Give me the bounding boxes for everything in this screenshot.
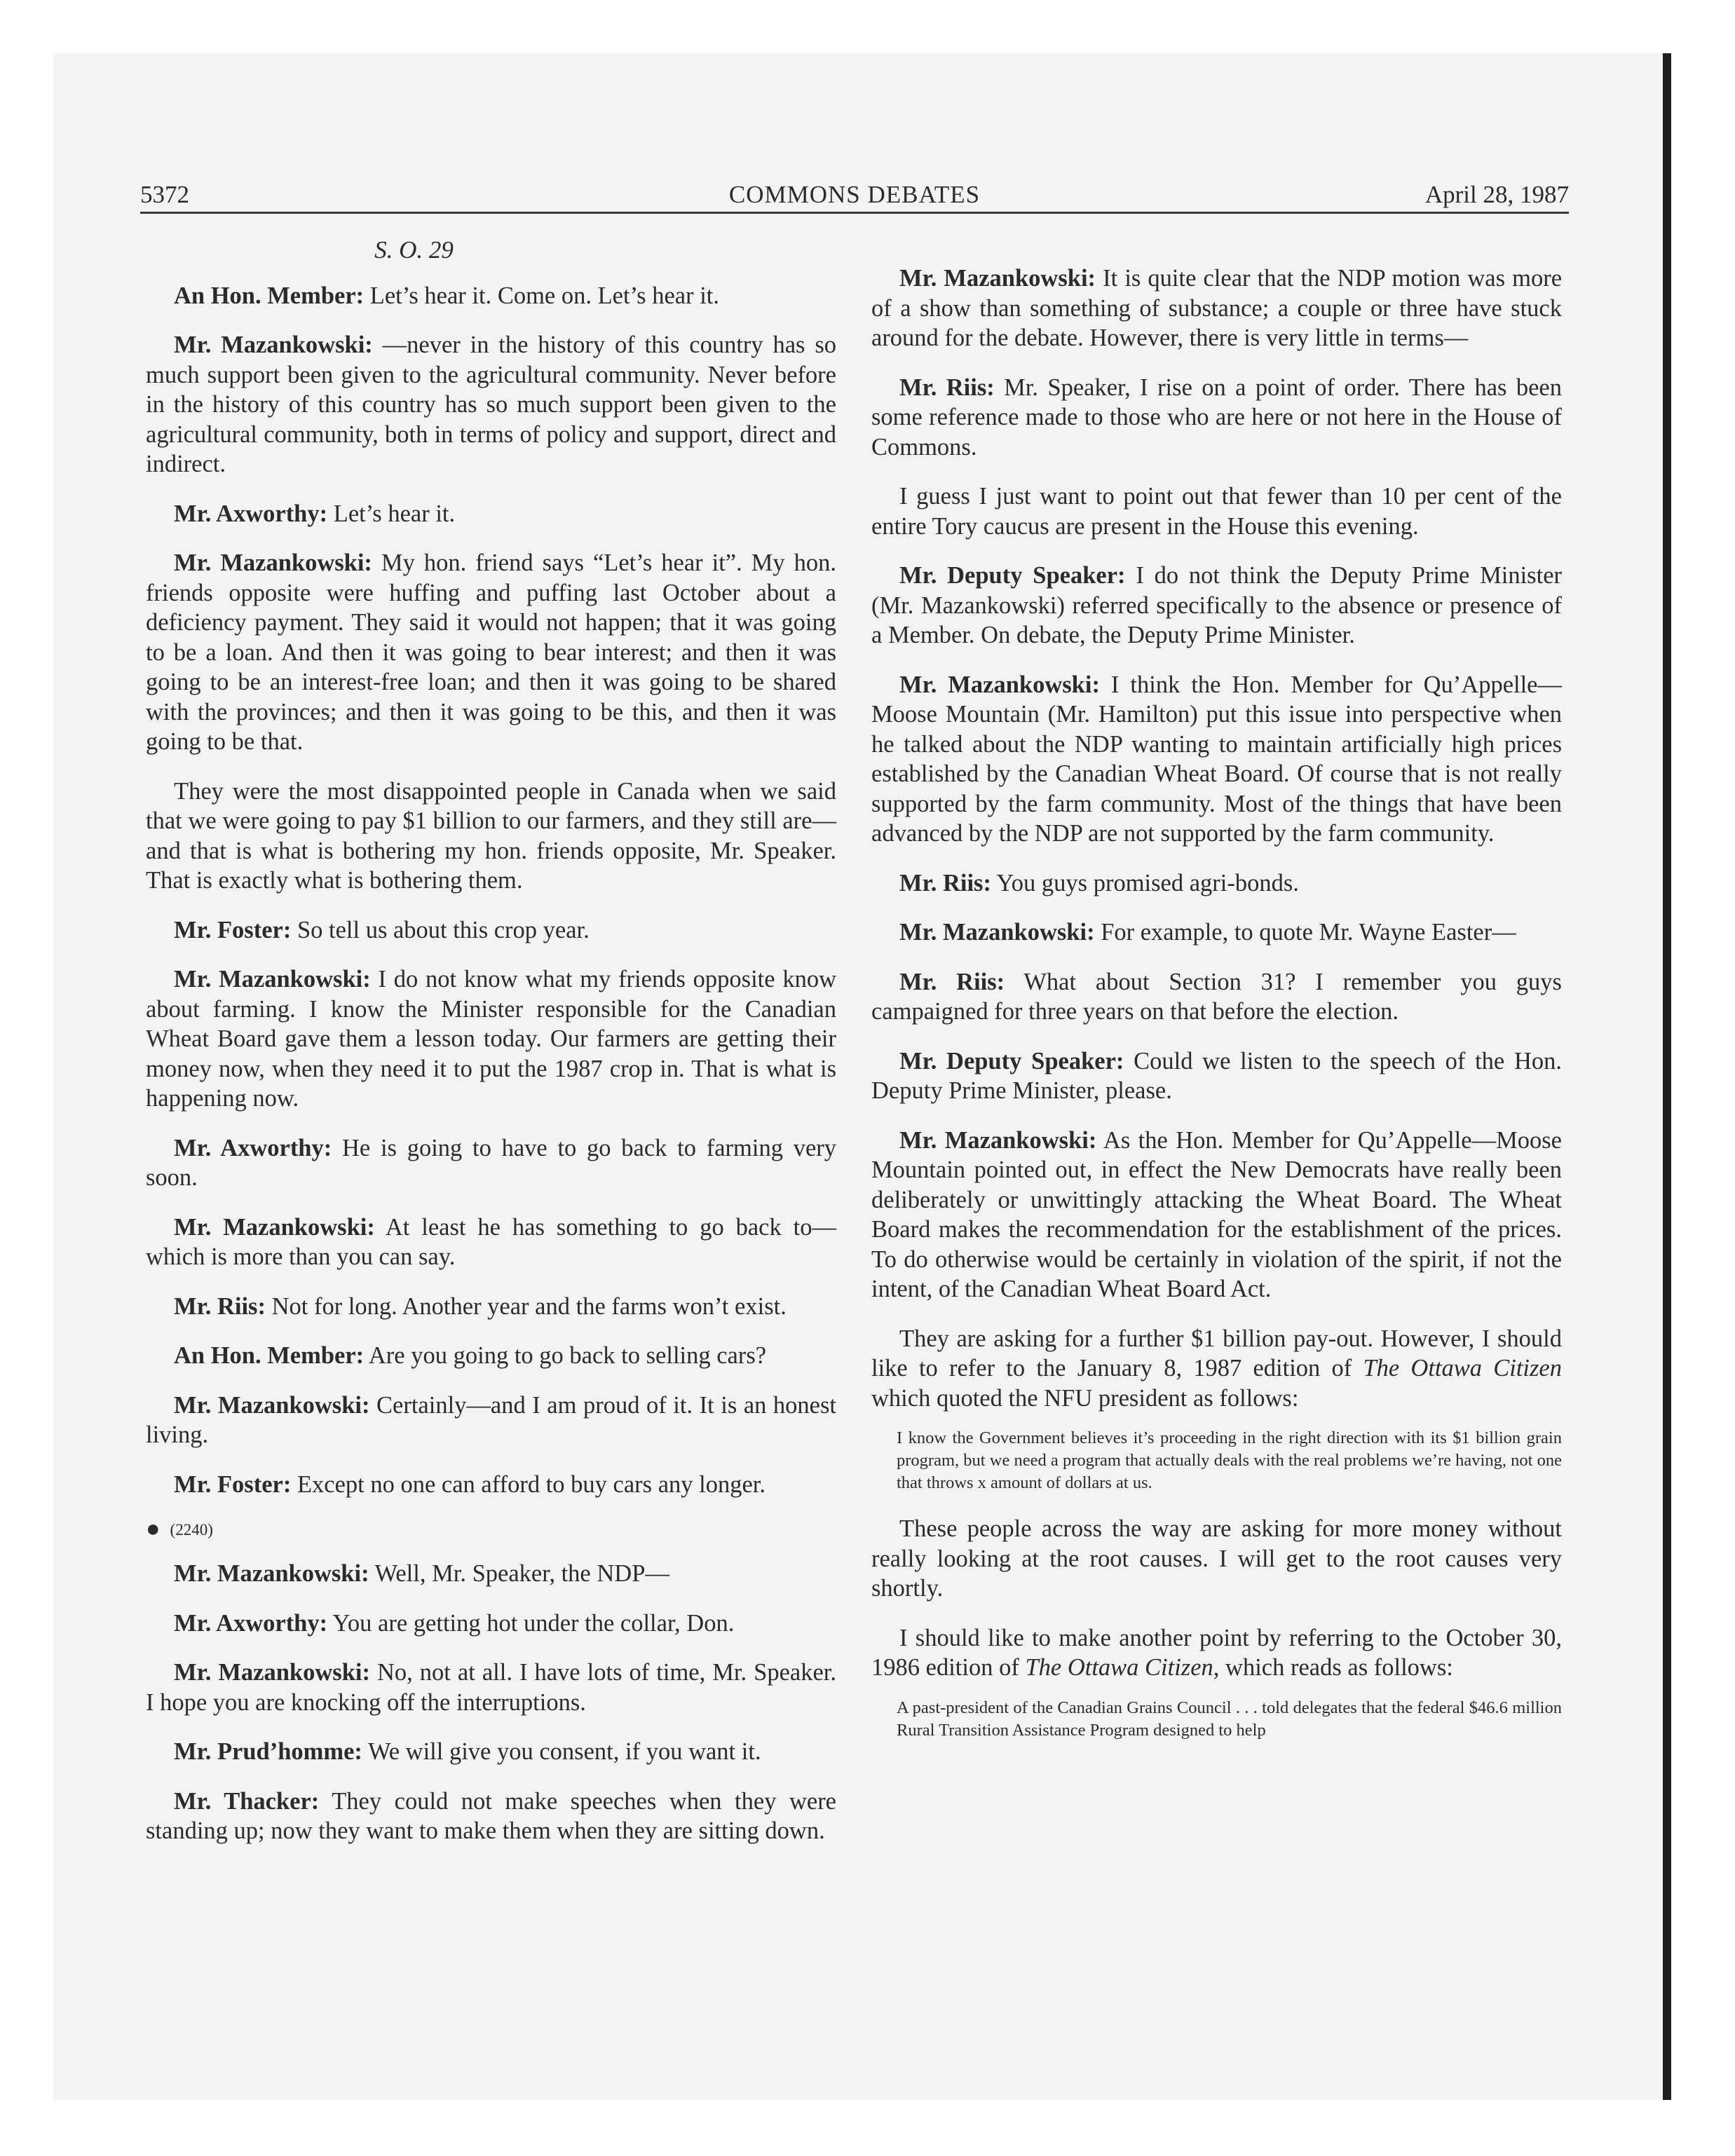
speaker-name: Mr. Mazankowski: [899, 671, 1100, 698]
speech-text: It is quite clear that the NDP motion was more of a show than something of substance; a couple or three have stuck around for the debate. However, there is very little in terms— [871, 265, 1563, 351]
speech-paragraph [146, 281, 836, 311]
speech-text: As the Hon. Member for Qu’Appelle—Moose Mountain pointed out, in effect the New Democrats have really been deliberately or unwittingly attacking the Wheat Board. The Wheat Board makes the recommendation for the establishment of the prices. To do otherwise would be certainly in violation of the spirit, if not the intent, of the Canadian Wheat Board Act. [871, 1126, 1562, 1302]
speaker-name: Mr. Axworthy: [174, 1134, 332, 1161]
speech-text: Are you going to go back to selling cars? [364, 1342, 767, 1369]
speech-text: So tell us about this crop year. [291, 916, 590, 943]
speech-text: —never in the history of this country has so much support been given to the agricultural community. Never before in the history of this country has so much support been given to the agricultural community, both in terms of policy and support, direct and indirect. [146, 332, 837, 477]
speech-text: For example, to quote Mr. Wayne Easter— [1094, 919, 1516, 946]
speech-text: Certainly—and I am proud of it. It is an honest living. [146, 1391, 837, 1448]
speaker-name: Mr. Mazankowski: [174, 550, 372, 576]
speaker-name: An Hon. Member: [174, 1342, 365, 1369]
speech-text: We will give you consent, if you want it. [362, 1738, 761, 1765]
speaker-name: Mr. Deputy Speaker: [899, 562, 1126, 589]
speech-paragraph [146, 1292, 836, 1322]
speech-text: You are getting hot under the collar, Don. [327, 1609, 735, 1637]
speaker-name: Mr. Axworthy: [174, 500, 328, 527]
speaker-name: Mr. Foster: [174, 1471, 292, 1498]
speech-text: Let’s hear it. Come on. Let’s hear it. [364, 282, 719, 309]
speech-text: I guess I just want to point out that fewer than 10 per cent of the entire Tory caucus are present in the House this evening. [871, 483, 1562, 540]
paragraph-root-causes: These people across the way are asking for more money without really looking at the root causes. I will get to the root causes very shortly. [871, 1515, 1562, 1602]
quote-text: A past-president of the Canadian Grains Council . . . told delegates that the federal $46.6 million Rural Transition Assistance Program designed to help [897, 1698, 1562, 1740]
speech-paragraph [871, 967, 1562, 1027]
right-column [871, 264, 1562, 1761]
speech-paragraph [146, 1609, 836, 1639]
speech-paragraph [146, 548, 836, 757]
left-column-paragraphs-continued [146, 1559, 836, 1846]
speaker-name: Mr. Riis: [899, 968, 1005, 995]
speaker-name: Mr. Riis: [174, 1292, 266, 1320]
speech-paragraph [146, 1658, 836, 1717]
speaker-name: Mr. Axworthy: [174, 1609, 328, 1637]
quote-text: I know the Government believes it’s proceeding in the right direction with its $1 billion grain program, but we need a program that actually deals with the real problems we’re having, not one that throws x amount of dollars at us. [897, 1428, 1562, 1492]
speaker-name: Mr. Mazankowski: [174, 1560, 369, 1587]
speech-text: Well, Mr. Speaker, the NDP— [369, 1560, 669, 1587]
paragraph-text: I should like to make another point by referring to the October 30, 1986 edition of [871, 1624, 1562, 1681]
speech-paragraph [146, 1391, 836, 1450]
right-column-paragraphs [871, 264, 1562, 1304]
speech-paragraph [871, 561, 1562, 650]
speech-paragraph [146, 1787, 836, 1846]
block-quote-grains-council [897, 1697, 1562, 1742]
running-header [140, 177, 1569, 214]
paragraph-text: They are asking for a further $1 billion pay-out. However, I should like to refer to the January 8, 1987 edition of [871, 1325, 1562, 1381]
speech-text: At least he has something to go back to—which is more than you can say. [146, 1213, 836, 1270]
speaker-name: Mr. Mazankowski: [899, 1126, 1097, 1154]
speech-paragraph [871, 373, 1562, 463]
speech-text: They were the most disappointed people in Canada when we said that we were going to pay $1 billion to our farmers, and they still are—and that is what is bothering my hon. friends opposite, Mr. Speaker. That is exactly what is bothering them. [146, 777, 836, 894]
speech-text: I do not know what my friends opposite know about farming. I know the Minister responsible for the Canadian Wheat Board gave them a lesson today. Our farmers are getting their money now, when they need it to put the 1987 crop in. That is what is happening now. [146, 966, 836, 1112]
speech-paragraph [871, 917, 1562, 948]
speech-text: No, not at all. I have lots of time, Mr. Speaker. I hope you are knocking off the interruptions. [146, 1659, 837, 1716]
newspaper-title: The Ottawa Citizen [1025, 1654, 1213, 1681]
speech-text: Mr. Speaker, I rise on a point of order. There has been some reference made to those who are here or not here in the House of Commons. [871, 374, 1562, 460]
speech-text: I think the Hon. Member for Qu’Appelle—Moose Mountain (Mr. Hamilton) put this issue into perspective when he talked about the NDP wanting to maintain artificially high prices established by the Canadian Wheat Board. Of course that is not really supported by the farm community. Most of the things that have been advanced by the NDP are not supported by the farm community. [871, 671, 1562, 847]
speech-text: What about Section 31? I remember you guys campaigned for three years on that before the election. [871, 968, 1562, 1025]
speech-text: My hon. friend says “Let’s hear it”. My hon. friends opposite were huffing and puffing last October about a deficiency payment. They said it would not happen; that it was going to be a loan. And then it was going to bear interest; and then it was going to be an interest-free loan; and then it was going to be shared with the provinces; and then it was going to be this, and then it was going to be that. [146, 550, 836, 755]
speech-paragraph [146, 777, 836, 896]
speech-paragraph [146, 499, 836, 529]
speaker-name: Mr. Mazankowski: [174, 1213, 375, 1241]
newspaper-title: The Ottawa Citizen [1363, 1355, 1562, 1381]
speaker-name: Mr. Mazankowski: [899, 265, 1096, 292]
speech-paragraph [871, 1046, 1562, 1106]
speech-text: He is going to have to go back to farming very soon. [146, 1134, 836, 1191]
speech-paragraph [146, 1737, 836, 1767]
speaker-name: Mr. Prud’homme: [174, 1738, 362, 1765]
time-marker-text: (2240) [170, 1521, 213, 1538]
speaker-name: Mr. Mazankowski: [174, 966, 371, 992]
speech-paragraph [146, 964, 836, 1114]
speaker-name: Mr. Mazankowski: [174, 1659, 370, 1686]
left-column-paragraphs [146, 281, 836, 1500]
paragraph-ottawa-citizen-january [871, 1324, 1562, 1414]
section-heading: S. O. 29 [374, 236, 454, 264]
speech-text: They could not make speeches when they were standing up; now they want to make them when they are sitting down. [146, 1787, 836, 1844]
speech-paragraph [146, 1133, 836, 1193]
speaker-name: Mr. Riis: [899, 374, 995, 401]
speech-paragraph [146, 1341, 836, 1371]
bullet-icon: ● [146, 1516, 161, 1542]
speech-text: You guys promised agri-bonds. [991, 869, 1299, 896]
speech-paragraph [146, 1213, 836, 1272]
speaker-name: An Hon. Member: [174, 282, 365, 309]
speech-text: Let’s hear it. [327, 500, 456, 527]
speech-paragraph [146, 330, 836, 479]
speaker-name: Mr. Foster: [174, 916, 292, 943]
speech-paragraph [871, 264, 1562, 353]
speaker-name: Mr. Deputy Speaker: [899, 1047, 1124, 1074]
journal-title: COMMONS DEBATES [728, 181, 981, 208]
binding-edge [1663, 53, 1671, 2100]
speech-paragraph [146, 915, 836, 946]
speech-paragraph [146, 1559, 836, 1589]
speech-text: Could we listen to the speech of the Hon. Deputy Prime Minister, please. [871, 1047, 1562, 1104]
speaker-name: Mr. Mazankowski: [899, 919, 1095, 946]
page-number: 5372 [140, 181, 189, 208]
speech-paragraph [146, 1470, 836, 1500]
page-date: April 28, 1987 [1424, 181, 1569, 208]
paragraph-ottawa-citizen-october [871, 1623, 1562, 1683]
speech-paragraph [871, 670, 1562, 849]
speaker-name: Mr. Mazankowski: [174, 1391, 370, 1419]
speech-text: I do not think the Deputy Prime Minister (Mr. Mazankowski) referred specifically to the absence or presence of a Member. On debate, the Deputy Prime Minister. [871, 562, 1562, 648]
speech-paragraph [871, 868, 1562, 899]
left-column [146, 228, 836, 1866]
speaker-name: Mr. Thacker: [174, 1787, 320, 1815]
speaker-name: Mr. Mazankowski: [174, 332, 373, 358]
paragraph-text: , which reads as follows: [1213, 1654, 1453, 1681]
speech-text: Not for long. Another year and the farms won’t exist. [265, 1292, 787, 1320]
speech-text: Except no one can afford to buy cars any longer. [291, 1471, 766, 1498]
block-quote-nfu [897, 1427, 1562, 1494]
speech-paragraph [871, 1126, 1562, 1304]
paragraph-text: which quoted the NFU president as follows: [871, 1384, 1299, 1412]
speech-paragraph [871, 482, 1562, 541]
speaker-name: Mr. Riis: [899, 869, 991, 896]
time-marker [146, 1516, 836, 1542]
